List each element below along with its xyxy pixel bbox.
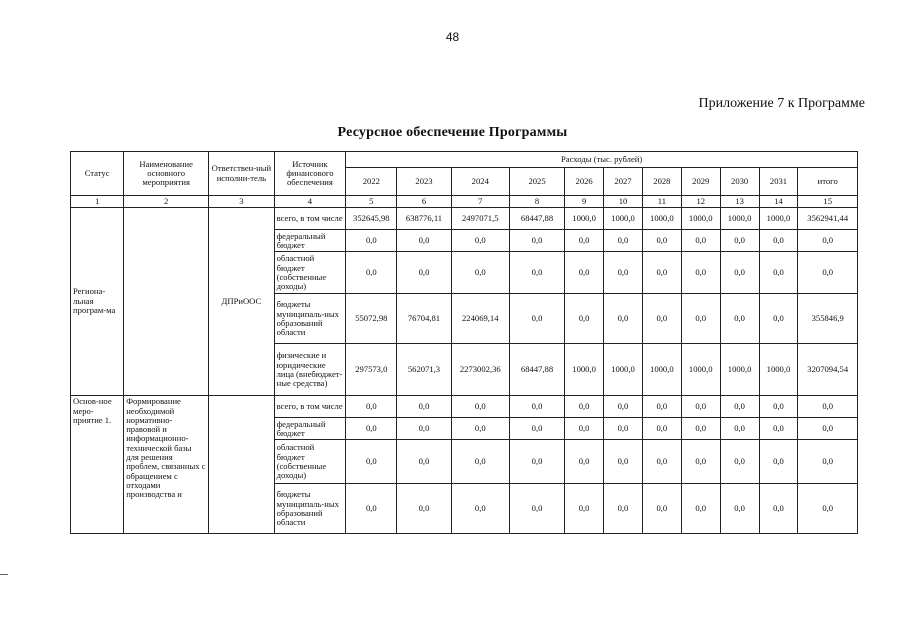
year-value-cell: 0,0 — [509, 230, 564, 252]
year-value-cell: 0,0 — [397, 484, 451, 534]
year-value-cell: 0,0 — [720, 440, 759, 484]
year-value-cell: 0,0 — [720, 230, 759, 252]
executor-cell — [209, 396, 274, 534]
year-value-cell: 0,0 — [681, 294, 720, 344]
status-cell: Основ-ное меро-приятие 1. — [71, 396, 124, 534]
year-value-cell: 0,0 — [397, 440, 451, 484]
year-value-cell: 0,0 — [759, 230, 798, 252]
funding-source-cell: федеральный бюджет — [274, 418, 346, 440]
year-value-cell: 1000,0 — [642, 344, 681, 396]
year-value-cell: 0,0 — [451, 396, 509, 418]
year-value-cell: 1000,0 — [642, 208, 681, 230]
header-year: 2022 — [346, 168, 397, 196]
year-value-cell: 2273002,36 — [451, 344, 509, 396]
col-number: 7 — [451, 196, 509, 208]
year-value-cell: 0,0 — [451, 484, 509, 534]
year-value-cell: 0,0 — [565, 440, 604, 484]
year-value-cell: 1000,0 — [720, 208, 759, 230]
year-value-cell: 0,0 — [604, 252, 643, 294]
year-value-cell: 297573,0 — [346, 344, 397, 396]
year-value-cell: 1000,0 — [681, 208, 720, 230]
col-number: 12 — [681, 196, 720, 208]
table-row — [71, 208, 858, 230]
status-cell: Регионa-льная програм-ма — [71, 208, 124, 396]
year-value-cell: 0,0 — [642, 230, 681, 252]
year-value-cell: 1000,0 — [565, 344, 604, 396]
year-value-cell: 68447,88 — [509, 344, 564, 396]
year-value-cell: 0,0 — [565, 396, 604, 418]
year-value-cell: 0,0 — [451, 252, 509, 294]
year-value-cell: 1000,0 — [565, 208, 604, 230]
header-name: Наименование основного мероприятия — [124, 152, 209, 196]
header-year: 2023 — [397, 168, 451, 196]
year-value-cell: 0,0 — [565, 294, 604, 344]
year-value-cell: 0,0 — [642, 294, 681, 344]
col-number: 8 — [509, 196, 564, 208]
appendix-label: Приложение 7 к Программе — [698, 96, 865, 111]
year-value-cell: 0,0 — [759, 396, 798, 418]
year-value-cell: 0,0 — [759, 484, 798, 534]
total-value-cell: 3562941,44 — [798, 208, 858, 230]
year-value-cell: 1000,0 — [604, 208, 643, 230]
year-value-cell: 0,0 — [397, 418, 451, 440]
year-value-cell: 0,0 — [759, 418, 798, 440]
year-value-cell: 0,0 — [509, 294, 564, 344]
year-value-cell: 0,0 — [604, 440, 643, 484]
event-name-cell — [124, 208, 209, 396]
col-number: 11 — [642, 196, 681, 208]
year-value-cell: 0,0 — [565, 418, 604, 440]
year-value-cell: 0,0 — [681, 440, 720, 484]
year-value-cell: 2497071,5 — [451, 208, 509, 230]
header-year: 2028 — [642, 168, 681, 196]
table-body — [71, 208, 858, 534]
header-executor: Ответствен-ный исполни-тель — [209, 152, 274, 196]
year-value-cell: 1000,0 — [720, 344, 759, 396]
year-value-cell: 0,0 — [681, 252, 720, 294]
total-value-cell: 0,0 — [798, 418, 858, 440]
col-number: 10 — [604, 196, 643, 208]
year-value-cell: 0,0 — [451, 418, 509, 440]
year-value-cell: 0,0 — [681, 484, 720, 534]
funding-source-cell: федеральный бюджет — [274, 230, 346, 252]
year-value-cell: 0,0 — [642, 252, 681, 294]
year-value-cell: 0,0 — [720, 418, 759, 440]
funding-source-cell: областной бюджет (собственные доходы) — [274, 252, 346, 294]
header-year: 2027 — [604, 168, 643, 196]
column-number-row — [71, 196, 858, 208]
total-value-cell: 0,0 — [798, 252, 858, 294]
event-name-cell: Формирование необходимой нормативно-правовой и информационно-технической базы для решения проблем, связанных с обращением с отходами производства и — [124, 396, 209, 534]
year-value-cell: 0,0 — [681, 418, 720, 440]
year-value-cell: 638776,11 — [397, 208, 451, 230]
year-value-cell: 0,0 — [397, 230, 451, 252]
col-number: 6 — [397, 196, 451, 208]
year-value-cell: 0,0 — [759, 440, 798, 484]
year-value-cell: 76704,81 — [397, 294, 451, 344]
year-value-cell: 0,0 — [759, 294, 798, 344]
year-value-cell: 1000,0 — [759, 208, 798, 230]
year-value-cell: 0,0 — [759, 252, 798, 294]
year-value-cell: 0,0 — [509, 484, 564, 534]
funding-source-cell: физические и юридические лица (внебюджет-ные средства) — [274, 344, 346, 396]
year-value-cell: 0,0 — [451, 230, 509, 252]
year-value-cell: 0,0 — [509, 252, 564, 294]
page-title: Ресурсное обеспечение Программы — [337, 125, 568, 140]
total-value-cell: 0,0 — [798, 440, 858, 484]
col-number: 2 — [124, 196, 209, 208]
year-value-cell: 55072,98 — [346, 294, 397, 344]
total-value-cell: 0,0 — [798, 230, 858, 252]
year-value-cell: 0,0 — [642, 418, 681, 440]
year-value-cell: 0,0 — [720, 396, 759, 418]
year-value-cell: 0,0 — [451, 440, 509, 484]
year-value-cell: 0,0 — [509, 418, 564, 440]
year-value-cell: 0,0 — [346, 252, 397, 294]
header-year: 2024 — [451, 168, 509, 196]
year-value-cell: 0,0 — [642, 484, 681, 534]
funding-source-cell: бюджеты муниципаль-ных образований области — [274, 294, 346, 344]
page-number: 48 — [445, 30, 460, 44]
year-value-cell: 0,0 — [604, 294, 643, 344]
funding-source-cell: всего, в том числе — [274, 396, 346, 418]
header-total: итого — [798, 168, 858, 196]
year-value-cell: 0,0 — [681, 230, 720, 252]
year-value-cell: 0,0 — [565, 230, 604, 252]
year-value-cell: 0,0 — [346, 484, 397, 534]
year-value-cell: 352645,98 — [346, 208, 397, 230]
year-value-cell: 0,0 — [642, 396, 681, 418]
year-value-cell: 0,0 — [346, 418, 397, 440]
year-value-cell: 1000,0 — [604, 344, 643, 396]
funding-source-cell: всего, в том числе — [274, 208, 346, 230]
year-value-cell: 0,0 — [346, 396, 397, 418]
col-number: 1 — [71, 196, 124, 208]
year-value-cell: 224069,14 — [451, 294, 509, 344]
year-value-cell: 1000,0 — [681, 344, 720, 396]
table-row — [71, 396, 858, 418]
margin-mark — [0, 574, 8, 575]
col-number: 3 — [209, 196, 274, 208]
col-number: 15 — [798, 196, 858, 208]
col-number: 14 — [759, 196, 798, 208]
year-value-cell: 0,0 — [720, 294, 759, 344]
year-value-cell: 0,0 — [720, 252, 759, 294]
col-number: 9 — [565, 196, 604, 208]
year-value-cell: 0,0 — [642, 440, 681, 484]
year-value-cell: 68447,88 — [509, 208, 564, 230]
header-source: Источник финансового обеспечения — [274, 152, 346, 196]
year-value-cell: 1000,0 — [759, 344, 798, 396]
year-value-cell: 0,0 — [604, 396, 643, 418]
year-value-cell: 0,0 — [565, 484, 604, 534]
header-year: 2026 — [565, 168, 604, 196]
year-value-cell: 0,0 — [397, 252, 451, 294]
header-year: 2025 — [509, 168, 564, 196]
funding-source-cell: бюджеты муниципаль-ных образований области — [274, 484, 346, 534]
year-value-cell: 0,0 — [565, 252, 604, 294]
header-year: 2029 — [681, 168, 720, 196]
year-value-cell: 562071,3 — [397, 344, 451, 396]
header-year: 2030 — [720, 168, 759, 196]
year-value-cell: 0,0 — [604, 418, 643, 440]
total-value-cell: 0,0 — [798, 484, 858, 534]
year-value-cell: 0,0 — [509, 440, 564, 484]
year-value-cell: 0,0 — [346, 440, 397, 484]
year-value-cell: 0,0 — [397, 396, 451, 418]
col-number: 13 — [720, 196, 759, 208]
year-value-cell: 0,0 — [720, 484, 759, 534]
header-status: Статус — [71, 152, 124, 196]
total-value-cell: 355846,9 — [798, 294, 858, 344]
col-number: 5 — [346, 196, 397, 208]
total-value-cell: 3207094,54 — [798, 344, 858, 396]
col-number: 4 — [274, 196, 346, 208]
header-year: 2031 — [759, 168, 798, 196]
funding-source-cell: областной бюджет (собственные доходы) — [274, 440, 346, 484]
year-value-cell: 0,0 — [604, 230, 643, 252]
header-expenses: Расходы (тыс. рублей) — [346, 152, 858, 168]
year-value-cell: 0,0 — [346, 230, 397, 252]
resource-table — [70, 151, 858, 534]
executor-cell: ДПРиООС — [209, 208, 274, 396]
year-value-cell: 0,0 — [604, 484, 643, 534]
total-value-cell: 0,0 — [798, 396, 858, 418]
year-value-cell: 0,0 — [681, 396, 720, 418]
year-value-cell: 0,0 — [509, 396, 564, 418]
